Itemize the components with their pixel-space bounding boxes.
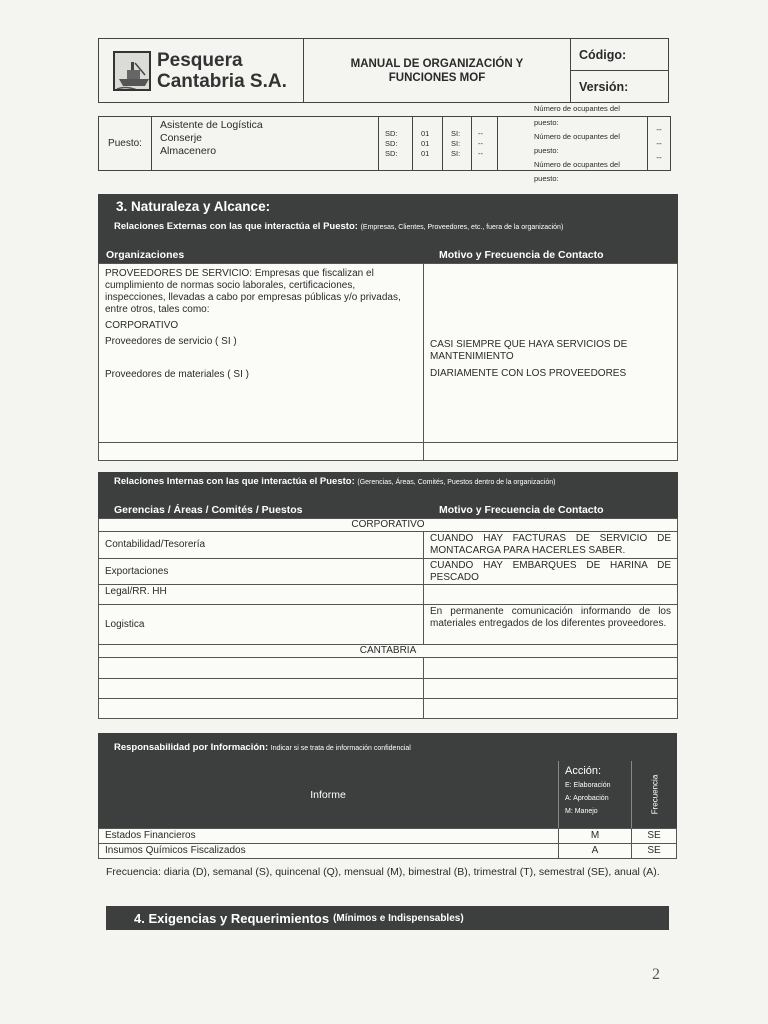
externas-column-headers (98, 246, 678, 263)
table-row (99, 843, 676, 858)
motivo-cell: En permanente comunicación informando de los materiales entregados de los diferentes proveedores. (430, 606, 671, 629)
section-4-title-text: 4. Exigencias y Requerimientos (134, 910, 330, 926)
table-row (99, 604, 677, 644)
ship-logo-icon (113, 51, 151, 91)
motivo-servicio: CASI SIEMPRE QUE HAYA SERVICIOS DE MANTENIMIENTO (430, 339, 628, 362)
puesto-table (98, 103, 671, 183)
page-number: 2 (652, 966, 660, 983)
col-organizaciones: Organizaciones (106, 248, 185, 261)
sd-value: 01 (421, 148, 430, 158)
responsabilidad-heading (98, 733, 677, 761)
document-header (98, 38, 669, 103)
responsabilidad-column-headers (98, 761, 677, 828)
si-value: -- (478, 128, 483, 138)
relaciones-internas-block (98, 472, 678, 719)
ocupantes-values (648, 117, 670, 170)
org-proveedores-materiales: Proveedores de materiales ( SI ) (105, 369, 249, 380)
si-label: SI: (451, 128, 461, 138)
col-motivo: Motivo y Frecuencia de Contacto (439, 248, 604, 261)
area-cell: Legal/RR. HH (99, 585, 424, 604)
manual-title-line1: MANUAL DE ORGANIZACIÓN Y (350, 57, 524, 70)
company-name-line2: Cantabria S.A. (157, 70, 287, 92)
org-corporativo: CORPORATIVO (105, 320, 179, 331)
section-3-title: 3. Naturaleza y Alcance: (98, 194, 678, 218)
internas-corporativo-row: CORPORATIVO (99, 518, 677, 531)
version-field: Versión: (579, 79, 629, 94)
frecuencia-cell: SE (647, 830, 661, 841)
col-accion (558, 761, 631, 828)
sd-label: SD: (385, 128, 398, 138)
sd-label: SD: (385, 148, 398, 158)
responsabilidad-heading-text: Responsabilidad por Información: (114, 742, 269, 753)
area-cell: Contabilidad/Tesorería (99, 532, 424, 558)
table-row (99, 558, 677, 584)
accion-e: E: Elaboración (565, 782, 611, 789)
motivo-cell (424, 585, 677, 604)
col-informe: Informe (310, 788, 346, 801)
puesto-label: Puesto: (99, 117, 152, 170)
frecuencia-cell: SE (647, 845, 661, 856)
puesto-name: Conserje (160, 132, 203, 144)
section-4-title (106, 906, 669, 930)
responsabilidad-block (98, 733, 677, 859)
col-gerencias: Gerencias / Áreas / Comités / Puestos (114, 503, 303, 516)
informe-cell: Estados Financieros (99, 829, 559, 843)
col-motivo: Motivo y Frecuencia de Contacto (439, 503, 604, 516)
section-4-subtitle: (Mínimos e Indispensables) (333, 912, 464, 924)
org-description: PROVEEDORES DE SERVICIO: Empresas que fiscalizan el cumplimiento de normas socio laborales, certificaciones, inspecciones, llevadas a cabo por empresas públicas y/o privadas, entre otros, tales como: (105, 268, 401, 315)
manual-title-line2: FUNCIONES MOF (388, 71, 486, 84)
accion-cell: A (559, 844, 632, 858)
accion-m: M: Manejo (565, 808, 598, 815)
si-value: -- (478, 138, 483, 148)
ocupantes-value: -- (656, 138, 662, 148)
externas-heading (98, 218, 678, 246)
externas-heading-text: Relaciones Externas con las que interactúa el Puesto: (114, 221, 358, 232)
frecuencia-label: Frecuencia (649, 774, 659, 815)
company-logo (99, 39, 304, 102)
puesto-names (152, 117, 379, 170)
internas-heading-note: (Gerencias, Áreas, Comités, Puestos dentro de la organización) (357, 479, 556, 486)
relaciones-externas-block (98, 194, 678, 461)
ocupantes-label: Número de ocupantes del puesto: (534, 131, 620, 155)
sd-value: 01 (421, 138, 430, 148)
col-frecuencia (631, 761, 677, 828)
frecuencia-note: Frecuencia: diaria (D), semanal (S), quincenal (Q), mensual (M), bimestral (B), trimestral (T), semestral (SE), anual (A). (106, 866, 660, 878)
informe-cell: Insumos Químicos Fiscalizados (99, 844, 559, 858)
table-row (99, 584, 677, 604)
org-proveedores-servicio: Proveedores de servicio ( SI ) (105, 336, 237, 347)
internas-cantabria-row: CANTABRIA (99, 644, 677, 657)
externas-heading-note: (Empresas, Clientes, Proveedores, etc., fuera de la organización) (360, 224, 564, 231)
company-name-line1: Pesquera (157, 49, 243, 71)
sd-labels (379, 117, 413, 170)
ocupantes-value: -- (656, 152, 662, 162)
motivo-materiales: DIARIAMENTE CON LOS PROVEEDORES (430, 368, 627, 379)
internas-column-headers (98, 501, 678, 518)
ocupantes-labels (498, 103, 648, 183)
ocupantes-value: -- (656, 124, 662, 134)
manual-title (304, 39, 571, 102)
motivo-cell: CUANDO HAY FACTURAS DE SERVICIO DE MONTACARGA PARA HACERLES SABER. (430, 533, 671, 556)
area-cell: Logistica (99, 605, 424, 644)
si-labels (443, 117, 472, 170)
accion-a: A: Aprobación (565, 795, 609, 802)
responsabilidad-heading-note: Indicar si se trata de información confidencial (270, 745, 411, 752)
motivo-cell: CUANDO HAY EMBARQUES DE HARINA DE PESCADO (430, 560, 671, 583)
sd-value: 01 (421, 128, 430, 138)
sd-label: SD: (385, 138, 398, 148)
accion-cell: M (559, 829, 632, 843)
puesto-name: Almacenero (160, 145, 217, 157)
ocupantes-label: Número de ocupantes del puesto: (534, 103, 620, 127)
sd-values (413, 117, 443, 170)
internas-heading (98, 472, 678, 501)
internas-heading-text: Relaciones Internas con las que interactúa el Puesto: (114, 476, 355, 487)
table-row (99, 531, 677, 558)
accion-title: Acción: (565, 765, 602, 777)
ocupantes-label: Número de ocupantes del puesto: (534, 159, 620, 183)
si-label: SI: (451, 148, 461, 158)
table-row (99, 828, 676, 843)
si-values (472, 117, 498, 170)
codigo-field: Código: (571, 39, 668, 71)
si-value: -- (478, 148, 483, 158)
area-cell: Exportaciones (99, 559, 424, 584)
puesto-name: Asistente de Logística (160, 119, 263, 131)
si-label: SI: (451, 138, 461, 148)
